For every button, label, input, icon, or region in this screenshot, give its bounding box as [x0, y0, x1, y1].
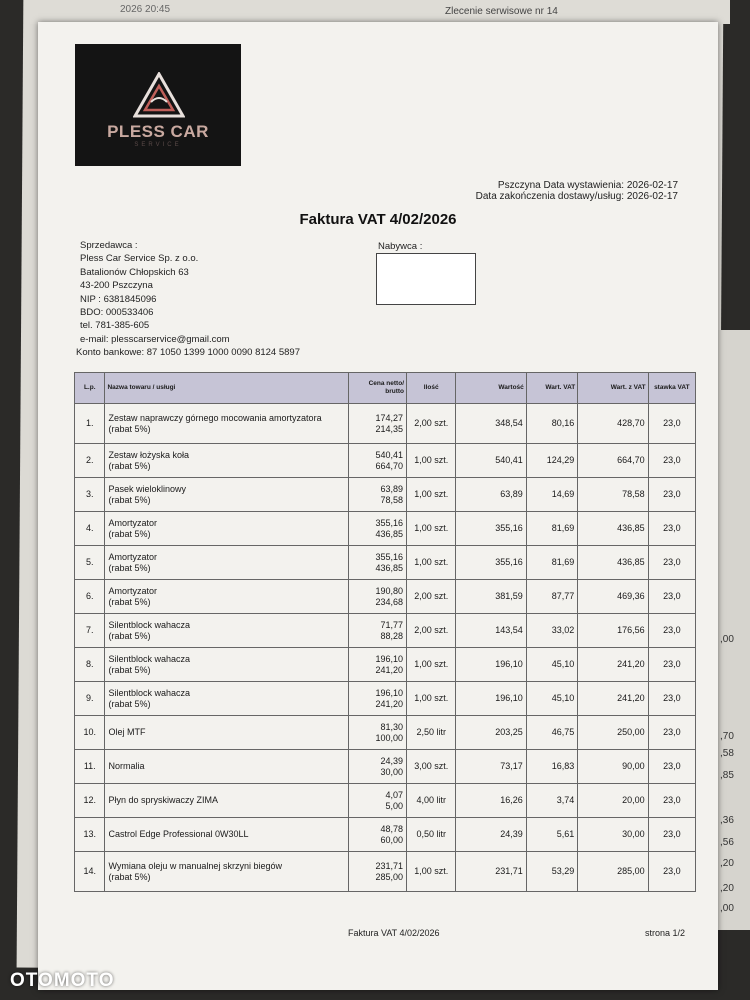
row-rate: 23,0 — [648, 546, 695, 580]
row-rate: 23,0 — [648, 478, 695, 512]
row-total: 250,00 — [578, 716, 648, 750]
seller-phone: tel. 781-385-605 — [80, 320, 150, 332]
table-row — [75, 784, 696, 818]
price-gross: 241,20 — [375, 664, 404, 675]
item-discount: (rabat 5%) — [108, 596, 151, 607]
row-price — [349, 682, 407, 716]
row-value: 540,41 — [456, 444, 526, 478]
issue-date: Pszczyna Data wystawienia: 2026-02-17 — [497, 180, 678, 191]
row-lp: 7. — [75, 614, 105, 648]
row-value: 16,26 — [456, 784, 526, 818]
row-price — [349, 818, 407, 852]
row-total: 469,36 — [578, 580, 648, 614]
row-name — [105, 852, 349, 892]
item-name: Amortyzator — [108, 585, 157, 596]
row-name — [105, 512, 349, 546]
company-logo — [75, 44, 241, 166]
row-lp: 12. — [75, 784, 105, 818]
row-vat: 53,29 — [526, 852, 577, 892]
seller-bdo: BDO: 000533406 — [80, 307, 154, 319]
item-name: Amortyzator — [108, 517, 157, 528]
item-discount: (rabat 5%) — [108, 460, 151, 471]
row-vat: 124,29 — [526, 444, 577, 478]
header-lp: L.p. — [75, 373, 105, 404]
row-qty: 2,00 szt. — [407, 580, 456, 614]
row-rate: 23,0 — [648, 512, 695, 546]
row-qty: 1,00 szt. — [407, 444, 456, 478]
row-value: 203,25 — [456, 716, 526, 750]
seller-nip: NIP : 6381845096 — [80, 293, 157, 305]
item-discount: (rabat 5%) — [108, 494, 151, 505]
price-gross: 88,28 — [380, 630, 404, 641]
page-number: strona 1/2 — [645, 928, 686, 938]
item-name: Zestaw łożyska koła — [108, 449, 189, 460]
service-order-strip — [30, 0, 730, 24]
price-net: 231,71 — [375, 860, 404, 871]
table-row — [75, 750, 696, 784]
table-row — [75, 818, 696, 852]
service-order-number: Zlecenie serwisowe nr 14 — [445, 6, 558, 17]
edge-number: ,70 — [720, 731, 734, 742]
table-row — [75, 404, 696, 444]
table-row — [75, 614, 696, 648]
seller-label: Sprzedawca : — [80, 240, 138, 251]
invoice-page — [38, 22, 718, 990]
row-rate: 23,0 — [648, 614, 695, 648]
row-price — [349, 784, 407, 818]
row-rate: 23,0 — [648, 750, 695, 784]
header-rate: stawka VAT — [648, 373, 695, 404]
price-net: 4,07 — [385, 789, 404, 800]
row-vat: 80,16 — [526, 404, 577, 444]
row-total: 436,85 — [578, 512, 648, 546]
item-discount: (rabat 5%) — [108, 664, 151, 675]
row-total: 20,00 — [578, 784, 648, 818]
table-row — [75, 716, 696, 750]
row-price — [349, 614, 407, 648]
row-value: 63,89 — [456, 478, 526, 512]
invoice-dates — [476, 180, 678, 202]
price-gross: 100,00 — [375, 732, 404, 743]
row-qty: 1,00 szt. — [407, 478, 456, 512]
buyer-label: Nabywca : — [378, 241, 423, 252]
edge-number: ,20 — [720, 883, 734, 894]
row-rate: 23,0 — [648, 648, 695, 682]
row-vat: 33,02 — [526, 614, 577, 648]
table-row — [75, 478, 696, 512]
price-net: 63,89 — [380, 483, 404, 494]
triangle-logo-icon — [133, 72, 185, 118]
row-lp: 11. — [75, 750, 105, 784]
header-price: Cena netto/ brutto — [349, 373, 407, 404]
row-qty: 1,00 szt. — [407, 852, 456, 892]
row-qty: 1,00 szt. — [407, 512, 456, 546]
item-name: Silentblock wahacza — [108, 619, 191, 630]
row-name — [105, 404, 349, 444]
row-lp: 3. — [75, 478, 105, 512]
price-gross: 285,00 — [375, 871, 404, 882]
row-price — [349, 750, 407, 784]
edge-number: ,58 — [720, 748, 734, 759]
item-name: Olej MTF — [108, 727, 146, 737]
row-value: 381,59 — [456, 580, 526, 614]
row-value: 355,16 — [456, 512, 526, 546]
row-total: 285,00 — [578, 852, 648, 892]
row-vat: 3,74 — [526, 784, 577, 818]
row-qty: 2,00 szt. — [407, 614, 456, 648]
edge-number: ,85 — [720, 770, 734, 781]
row-qty: 1,00 szt. — [407, 546, 456, 580]
price-gross: 214,35 — [375, 423, 404, 434]
print-time: 2026 20:45 — [120, 4, 171, 15]
seller-city: 43-200 Pszczyna — [80, 280, 153, 292]
row-value: 355,16 — [456, 546, 526, 580]
row-total: 241,20 — [578, 648, 648, 682]
row-qty: 0,50 litr — [407, 818, 456, 852]
delivery-date: Data zakończenia dostawy/usług: 2026-02-17 — [475, 191, 678, 202]
row-price — [349, 716, 407, 750]
header-value: Wartość — [456, 373, 526, 404]
row-total: 428,70 — [578, 404, 648, 444]
row-value: 143,54 — [456, 614, 526, 648]
item-discount: (rabat 5%) — [108, 871, 151, 882]
row-total: 78,58 — [578, 478, 648, 512]
table-body — [75, 404, 696, 892]
row-name — [105, 580, 349, 614]
price-net: 71,77 — [380, 619, 404, 630]
row-value: 73,17 — [456, 750, 526, 784]
table-row — [75, 512, 696, 546]
row-lp: 9. — [75, 682, 105, 716]
row-lp: 6. — [75, 580, 105, 614]
price-gross: 664,70 — [375, 460, 404, 471]
seller-street: Batalionów Chłopskich 63 — [80, 266, 189, 278]
row-lp: 8. — [75, 648, 105, 682]
row-name — [105, 546, 349, 580]
row-value: 24,39 — [456, 818, 526, 852]
header-gross: Wart. z VAT — [578, 373, 648, 404]
row-lp: 10. — [75, 716, 105, 750]
item-discount: (rabat 5%) — [108, 528, 151, 539]
row-lp: 5. — [75, 546, 105, 580]
price-gross: 241,20 — [375, 698, 404, 709]
row-vat: 16,83 — [526, 750, 577, 784]
row-qty: 1,00 szt. — [407, 648, 456, 682]
row-name — [105, 716, 349, 750]
row-price — [349, 478, 407, 512]
row-vat: 81,69 — [526, 512, 577, 546]
header-qty: Ilość — [407, 373, 456, 404]
row-total: 436,85 — [578, 546, 648, 580]
row-total: 664,70 — [578, 444, 648, 478]
row-rate: 23,0 — [648, 716, 695, 750]
row-name — [105, 478, 349, 512]
price-gross: 78,58 — [380, 494, 404, 505]
row-vat: 45,10 — [526, 682, 577, 716]
row-rate: 23,0 — [648, 852, 695, 892]
row-lp: 2. — [75, 444, 105, 478]
row-value: 348,54 — [456, 404, 526, 444]
row-qty: 1,00 szt. — [407, 682, 456, 716]
row-lp: 4. — [75, 512, 105, 546]
otomoto-watermark: OTOMOTO — [10, 970, 115, 991]
row-vat: 45,10 — [526, 648, 577, 682]
table-header-row — [75, 373, 696, 404]
row-qty: 4,00 litr — [407, 784, 456, 818]
price-net: 24,39 — [380, 755, 404, 766]
row-rate: 23,0 — [648, 784, 695, 818]
item-name: Castrol Edge Professional 0W30LL — [108, 829, 249, 839]
seller-block — [80, 239, 230, 346]
price-net: 196,10 — [375, 653, 404, 664]
item-discount: (rabat 5%) — [108, 562, 151, 573]
logo-subtitle: SERVICE — [134, 142, 182, 148]
item-discount: (rabat 5%) — [108, 630, 151, 641]
price-net: 355,16 — [375, 551, 404, 562]
price-net: 190,80 — [375, 585, 404, 596]
row-price — [349, 852, 407, 892]
row-name — [105, 682, 349, 716]
item-name: Normalia — [108, 761, 145, 771]
row-lp: 1. — [75, 404, 105, 444]
edge-number: ,00 — [720, 903, 734, 914]
table-row — [75, 444, 696, 478]
row-value: 196,10 — [456, 648, 526, 682]
row-lp: 13. — [75, 818, 105, 852]
header-name: Nazwa towaru / usługi — [105, 373, 349, 404]
row-qty: 3,00 szt. — [407, 750, 456, 784]
row-price — [349, 546, 407, 580]
row-lp: 14. — [75, 852, 105, 892]
row-vat: 81,69 — [526, 546, 577, 580]
invoice-title: Faktura VAT 4/02/2026 — [299, 211, 457, 228]
row-rate: 23,0 — [648, 404, 695, 444]
row-value: 196,10 — [456, 682, 526, 716]
row-qty: 2,50 litr — [407, 716, 456, 750]
price-net: 355,16 — [375, 517, 404, 528]
table-row — [75, 546, 696, 580]
item-name: Silentblock wahacza — [108, 687, 191, 698]
bank-account: Konto bankowe: 87 1050 1399 1000 0090 8124 5897 — [76, 347, 300, 358]
header-vat: Wart. VAT — [526, 373, 577, 404]
row-name — [105, 784, 349, 818]
price-gross: 436,85 — [375, 528, 404, 539]
row-rate: 23,0 — [648, 580, 695, 614]
table-row — [75, 648, 696, 682]
table-row — [75, 852, 696, 892]
row-vat: 46,75 — [526, 716, 577, 750]
row-price — [349, 404, 407, 444]
item-name: Pasek wieloklinowy — [108, 483, 187, 494]
edge-number: ,56 — [720, 837, 734, 848]
price-net: 540,41 — [375, 449, 404, 460]
price-gross: 436,85 — [375, 562, 404, 573]
row-value: 231,71 — [456, 852, 526, 892]
row-vat: 5,61 — [526, 818, 577, 852]
invoice-items-table — [74, 372, 696, 892]
price-net: 81,30 — [380, 721, 404, 732]
row-total: 90,00 — [578, 750, 648, 784]
price-net: 174,27 — [375, 412, 404, 423]
price-gross: 234,68 — [375, 596, 404, 607]
item-discount: (rabat 5%) — [108, 423, 151, 434]
item-name: Amortyzator — [108, 551, 157, 562]
price-gross: 5,00 — [385, 800, 404, 811]
row-name — [105, 444, 349, 478]
item-name: Płyn do spryskiwaczy ZIMA — [108, 795, 218, 805]
seller-email: e-mail: plesscarservice@gmail.com — [80, 333, 230, 345]
buyer-redacted-box — [376, 253, 476, 305]
price-net: 196,10 — [375, 687, 404, 698]
row-total: 30,00 — [578, 818, 648, 852]
row-price — [349, 444, 407, 478]
table-row — [75, 580, 696, 614]
price-gross: 30,00 — [380, 766, 404, 777]
row-total: 176,56 — [578, 614, 648, 648]
item-name: Silentblock wahacza — [108, 653, 191, 664]
seller-name: Pless Car Service Sp. z o.o. — [80, 253, 199, 265]
price-net: 48,78 — [380, 823, 404, 834]
row-name — [105, 818, 349, 852]
table-row — [75, 682, 696, 716]
row-price — [349, 580, 407, 614]
row-rate: 23,0 — [648, 682, 695, 716]
logo-brand: PLESS CAR — [107, 122, 209, 141]
row-rate: 23,0 — [648, 818, 695, 852]
row-name — [105, 648, 349, 682]
edge-number: ,20 — [720, 858, 734, 869]
row-name — [105, 614, 349, 648]
row-price — [349, 648, 407, 682]
edge-number: ,00 — [720, 634, 734, 645]
price-gross: 60,00 — [380, 834, 404, 845]
item-name: Zestaw naprawczy górnego mocowania amortyzatora — [108, 412, 322, 423]
row-vat: 14,69 — [526, 478, 577, 512]
row-qty: 2,00 szt. — [407, 404, 456, 444]
row-vat: 87,77 — [526, 580, 577, 614]
item-discount: (rabat 5%) — [108, 698, 151, 709]
edge-number: ,36 — [720, 815, 734, 826]
row-total: 241,20 — [578, 682, 648, 716]
row-price — [349, 512, 407, 546]
footer-title: Faktura VAT 4/02/2026 — [348, 928, 440, 938]
row-rate: 23,0 — [648, 444, 695, 478]
row-name — [105, 750, 349, 784]
item-name: Wymiana oleju w manualnej skrzyni biegów — [108, 860, 282, 871]
